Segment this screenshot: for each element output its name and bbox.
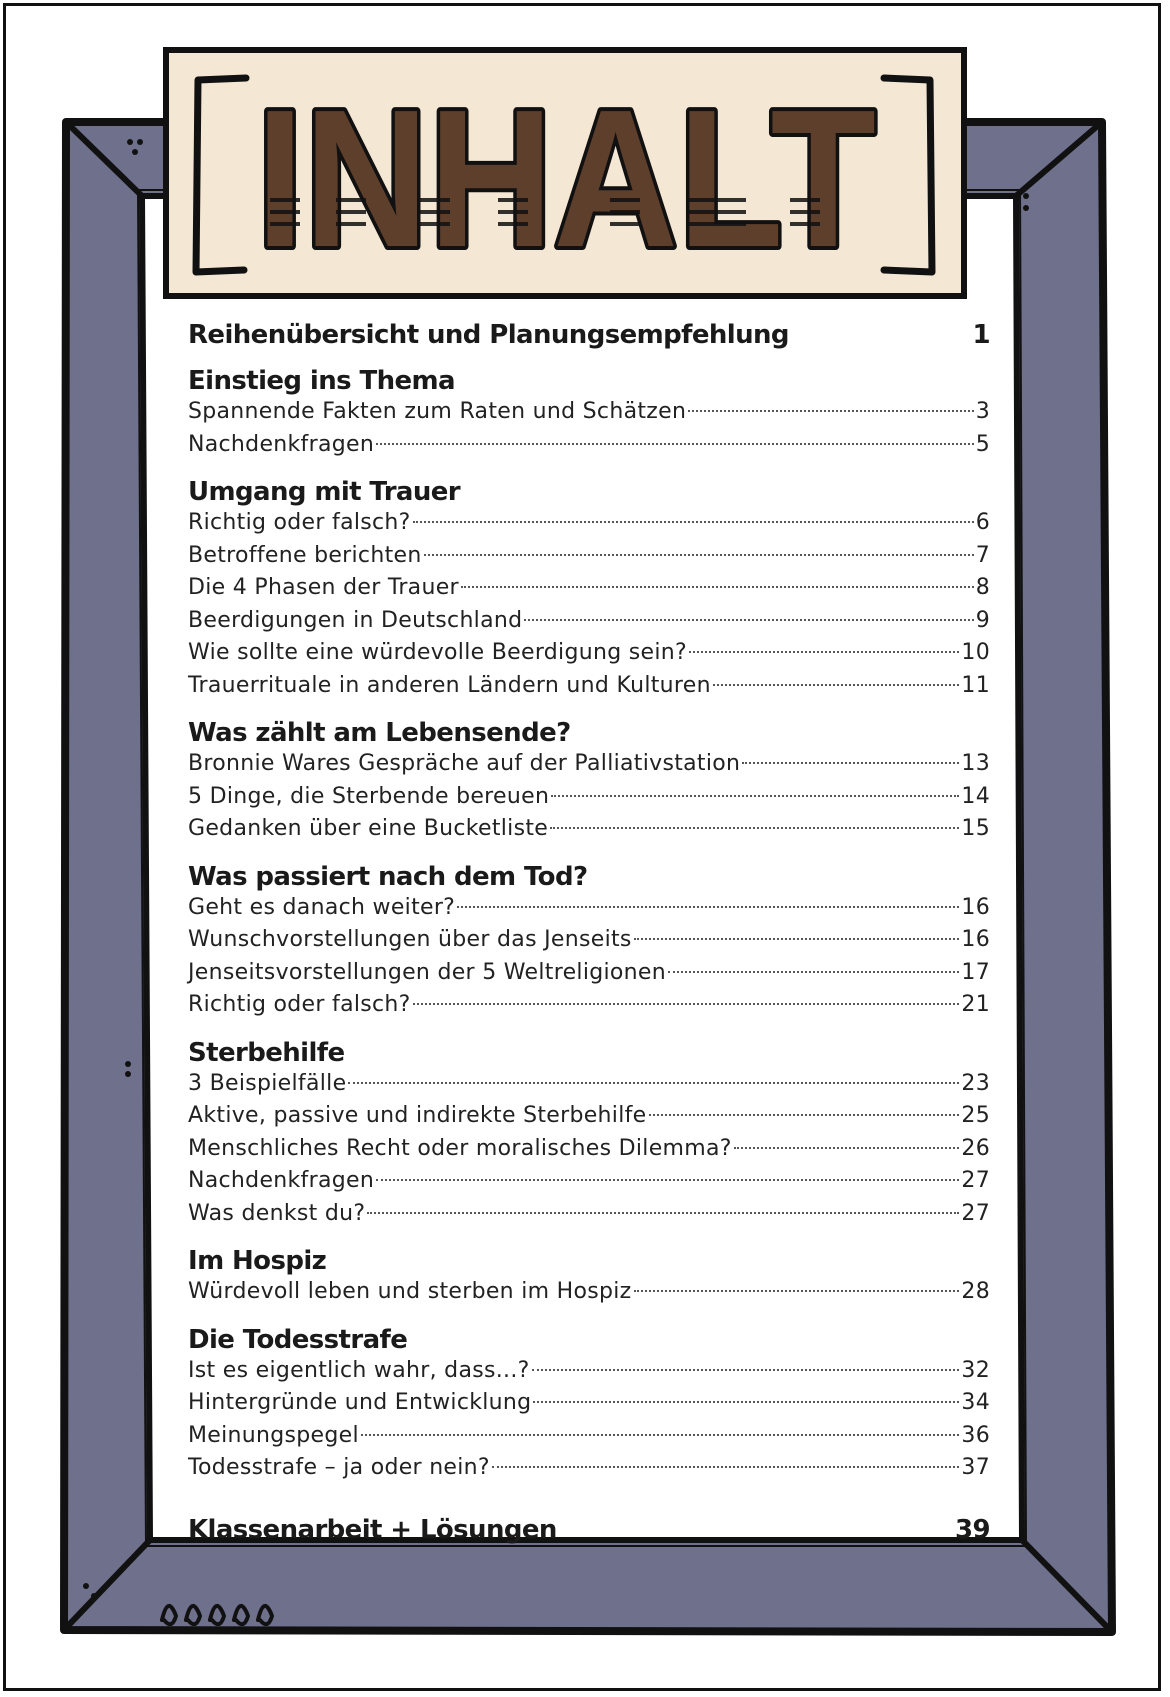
toc-entry-label: Geht es danach weiter?: [188, 894, 456, 920]
toc-entry-label: Nachdenkfragen: [188, 431, 375, 457]
toc-entry-page: 23: [961, 1070, 990, 1096]
toc-entry-leader: [734, 1147, 960, 1149]
toc-entry-page: 34: [961, 1390, 990, 1415]
toc-closing-label: Klassenarbeit + Lösungen: [188, 1514, 557, 1545]
toc-entry[interactable]: [188, 892, 990, 925]
toc-entry-page: 28: [961, 1279, 990, 1304]
toc-entry[interactable]: [188, 957, 990, 990]
toc-entry-page: 11: [961, 672, 990, 698]
toc-entry[interactable]: [188, 396, 990, 429]
toc-entry-leader: [551, 795, 959, 797]
toc-entry[interactable]: [188, 1133, 990, 1166]
toc-entry-leader: [713, 684, 960, 686]
toc-entry-page: 16: [961, 894, 990, 920]
toc-section: [188, 366, 990, 471]
toc-section: [188, 477, 990, 712]
toc-entry-label: Aktive, passive und indirekte Sterbehilfe: [188, 1103, 647, 1128]
toc-entry-page: 13: [961, 751, 990, 776]
toc-entry[interactable]: [188, 1100, 990, 1133]
toc-entry-leader: [376, 1179, 959, 1181]
toc-entry-page: 17: [961, 959, 990, 985]
toc-section-title: Im Hospiz: [188, 1246, 327, 1276]
toc-entry-page: 5: [975, 431, 990, 457]
toc-entry-label: Betroffene berichten: [188, 542, 422, 568]
toc-entry-page: 32: [961, 1357, 990, 1383]
toc-entry-label: Beerdigungen in Deutschland: [188, 607, 523, 633]
toc-sections: [188, 366, 990, 1495]
toc-entry-leader: [361, 1434, 959, 1436]
toc-overview-row[interactable]: [188, 320, 990, 360]
toc-entry-leader: [634, 1290, 960, 1292]
toc-entry-leader: [688, 410, 973, 412]
toc-entry-leader: [413, 1003, 960, 1005]
toc-entry-label: Was denkst du?: [188, 1200, 366, 1226]
toc-entry-page: 8: [975, 575, 990, 600]
toc-entry-label: Würdevoll leben und sterben im Hospiz: [188, 1279, 632, 1304]
toc-entry-leader: [376, 443, 974, 445]
toc-entry-page: 6: [975, 510, 990, 535]
toc-entry[interactable]: [188, 670, 990, 703]
toc-entry-page: 9: [975, 607, 990, 633]
toc-entry-label: Meinungspegel: [188, 1422, 359, 1448]
toc-entry[interactable]: [188, 637, 990, 670]
toc-entry-label: Richtig oder falsch?: [188, 992, 411, 1017]
toc-entry-label: Nachdenkfragen: [188, 1168, 375, 1193]
toc-entry-page: 25: [961, 1103, 990, 1128]
toc-entry-leader: [424, 554, 974, 556]
toc-entry[interactable]: [188, 1452, 990, 1485]
toc-entry[interactable]: [188, 540, 990, 573]
table-of-contents: [188, 320, 990, 1555]
toc-entry[interactable]: [188, 1387, 990, 1420]
toc-entry[interactable]: [188, 605, 990, 638]
toc-entry-leader: [492, 1466, 959, 1468]
toc-entry[interactable]: [188, 1420, 990, 1453]
toc-section: [188, 862, 990, 1032]
toc-entry-page: 36: [961, 1422, 990, 1448]
toc-entry-leader: [367, 1212, 959, 1214]
toc-section-title: Einstieg ins Thema: [188, 366, 455, 396]
toc-entry[interactable]: [188, 813, 990, 846]
toc-entry-page: 27: [961, 1168, 990, 1193]
toc-entry-label: Gedanken über eine Bucketliste: [188, 816, 549, 841]
toc-entry-leader: [461, 586, 974, 588]
toc-entry-label: Die 4 Phasen der Trauer: [188, 575, 459, 600]
toc-entry-label: Bronnie Wares Gespräche auf der Palliativstation: [188, 751, 741, 776]
toc-entry[interactable]: [188, 1355, 990, 1388]
toc-entry[interactable]: [188, 1165, 990, 1198]
toc-entry-page: 21: [961, 992, 990, 1017]
toc-entry-label: Wie sollte eine würdevolle Beerdigung sein?: [188, 640, 687, 665]
toc-entry[interactable]: [188, 507, 990, 540]
toc-entry-page: 3: [975, 399, 990, 424]
toc-entry[interactable]: [188, 781, 990, 814]
toc-overview-label: Reihenübersicht und Planungsempfehlung: [188, 320, 789, 350]
toc-entry[interactable]: [188, 748, 990, 781]
toc-entry-page: 10: [961, 640, 990, 665]
toc-entry-leader: [524, 619, 973, 621]
toc-entry-label: Richtig oder falsch?: [188, 510, 411, 535]
toc-entry-label: 3 Beispielfälle: [188, 1070, 347, 1096]
toc-entry-leader: [532, 1369, 960, 1371]
toc-entry-leader: [634, 938, 960, 940]
toc-entry-label: Hintergründe und Entwicklung: [188, 1390, 532, 1415]
toc-entry-leader: [742, 762, 959, 764]
toc-section: [188, 1325, 990, 1495]
toc-entry[interactable]: [188, 1276, 990, 1309]
toc-entry-label: Wunschvorstellungen über das Jenseits: [188, 927, 632, 952]
toc-entry-leader: [550, 827, 959, 829]
toc-entry-page: 16: [961, 927, 990, 952]
toc-section-title: Was passiert nach dem Tod?: [188, 861, 588, 892]
toc-section: [188, 718, 990, 856]
toc-section-title: Was zählt am Lebensende?: [188, 718, 571, 748]
toc-section-title: Die Todesstrafe: [188, 1324, 408, 1355]
toc-entry-label: Spannende Fakten zum Raten und Schätzen: [188, 399, 687, 424]
toc-entry-page: 14: [961, 783, 990, 809]
toc-entry-label: Jenseitsvorstellungen der 5 Weltreligionen: [188, 959, 667, 985]
toc-entry-label: Todesstrafe – ja oder nein?: [188, 1455, 490, 1480]
title-text: INHALT: [256, 69, 876, 288]
toc-entry-page: 7: [975, 542, 990, 568]
toc-closing-row[interactable]: [188, 1515, 990, 1555]
toc-entry[interactable]: [188, 572, 990, 605]
toc-entry[interactable]: [188, 429, 990, 462]
toc-closing-page: 39: [955, 1514, 990, 1545]
toc-entry-leader: [348, 1082, 959, 1084]
toc-section: [188, 1246, 990, 1319]
toc-entry-label: 5 Dinge, die Sterbende bereuen: [188, 783, 550, 809]
toc-entry-leader: [413, 521, 974, 523]
toc-entry-leader: [533, 1401, 959, 1403]
toc-entry-page: 37: [961, 1455, 990, 1480]
toc-section-title: Umgang mit Trauer: [188, 477, 461, 507]
toc-overview-page: 1: [972, 320, 990, 350]
toc-entry[interactable]: [188, 1068, 990, 1101]
toc-entry-label: Trauerrituale in anderen Ländern und Kulturen: [188, 672, 711, 698]
toc-entry-leader: [668, 971, 959, 973]
toc-entry-leader: [649, 1114, 960, 1116]
toc-entry-label: Menschliches Recht oder moralisches Dilemma?: [188, 1135, 732, 1161]
toc-entry-leader: [457, 906, 959, 908]
toc-section-title: Sterbehilfe: [188, 1037, 345, 1068]
toc-entry-page: 15: [961, 816, 990, 841]
toc-entry-leader: [689, 651, 959, 653]
toc-entry-label: Ist es eigentlich wahr, dass...?: [188, 1357, 530, 1383]
toc-section: [188, 1038, 990, 1241]
toc-entry[interactable]: [188, 1198, 990, 1231]
toc-entry[interactable]: [188, 989, 990, 1022]
toc-entry-page: 26: [961, 1135, 990, 1161]
toc-entry-page: 27: [961, 1200, 990, 1226]
toc-entry[interactable]: [188, 924, 990, 957]
